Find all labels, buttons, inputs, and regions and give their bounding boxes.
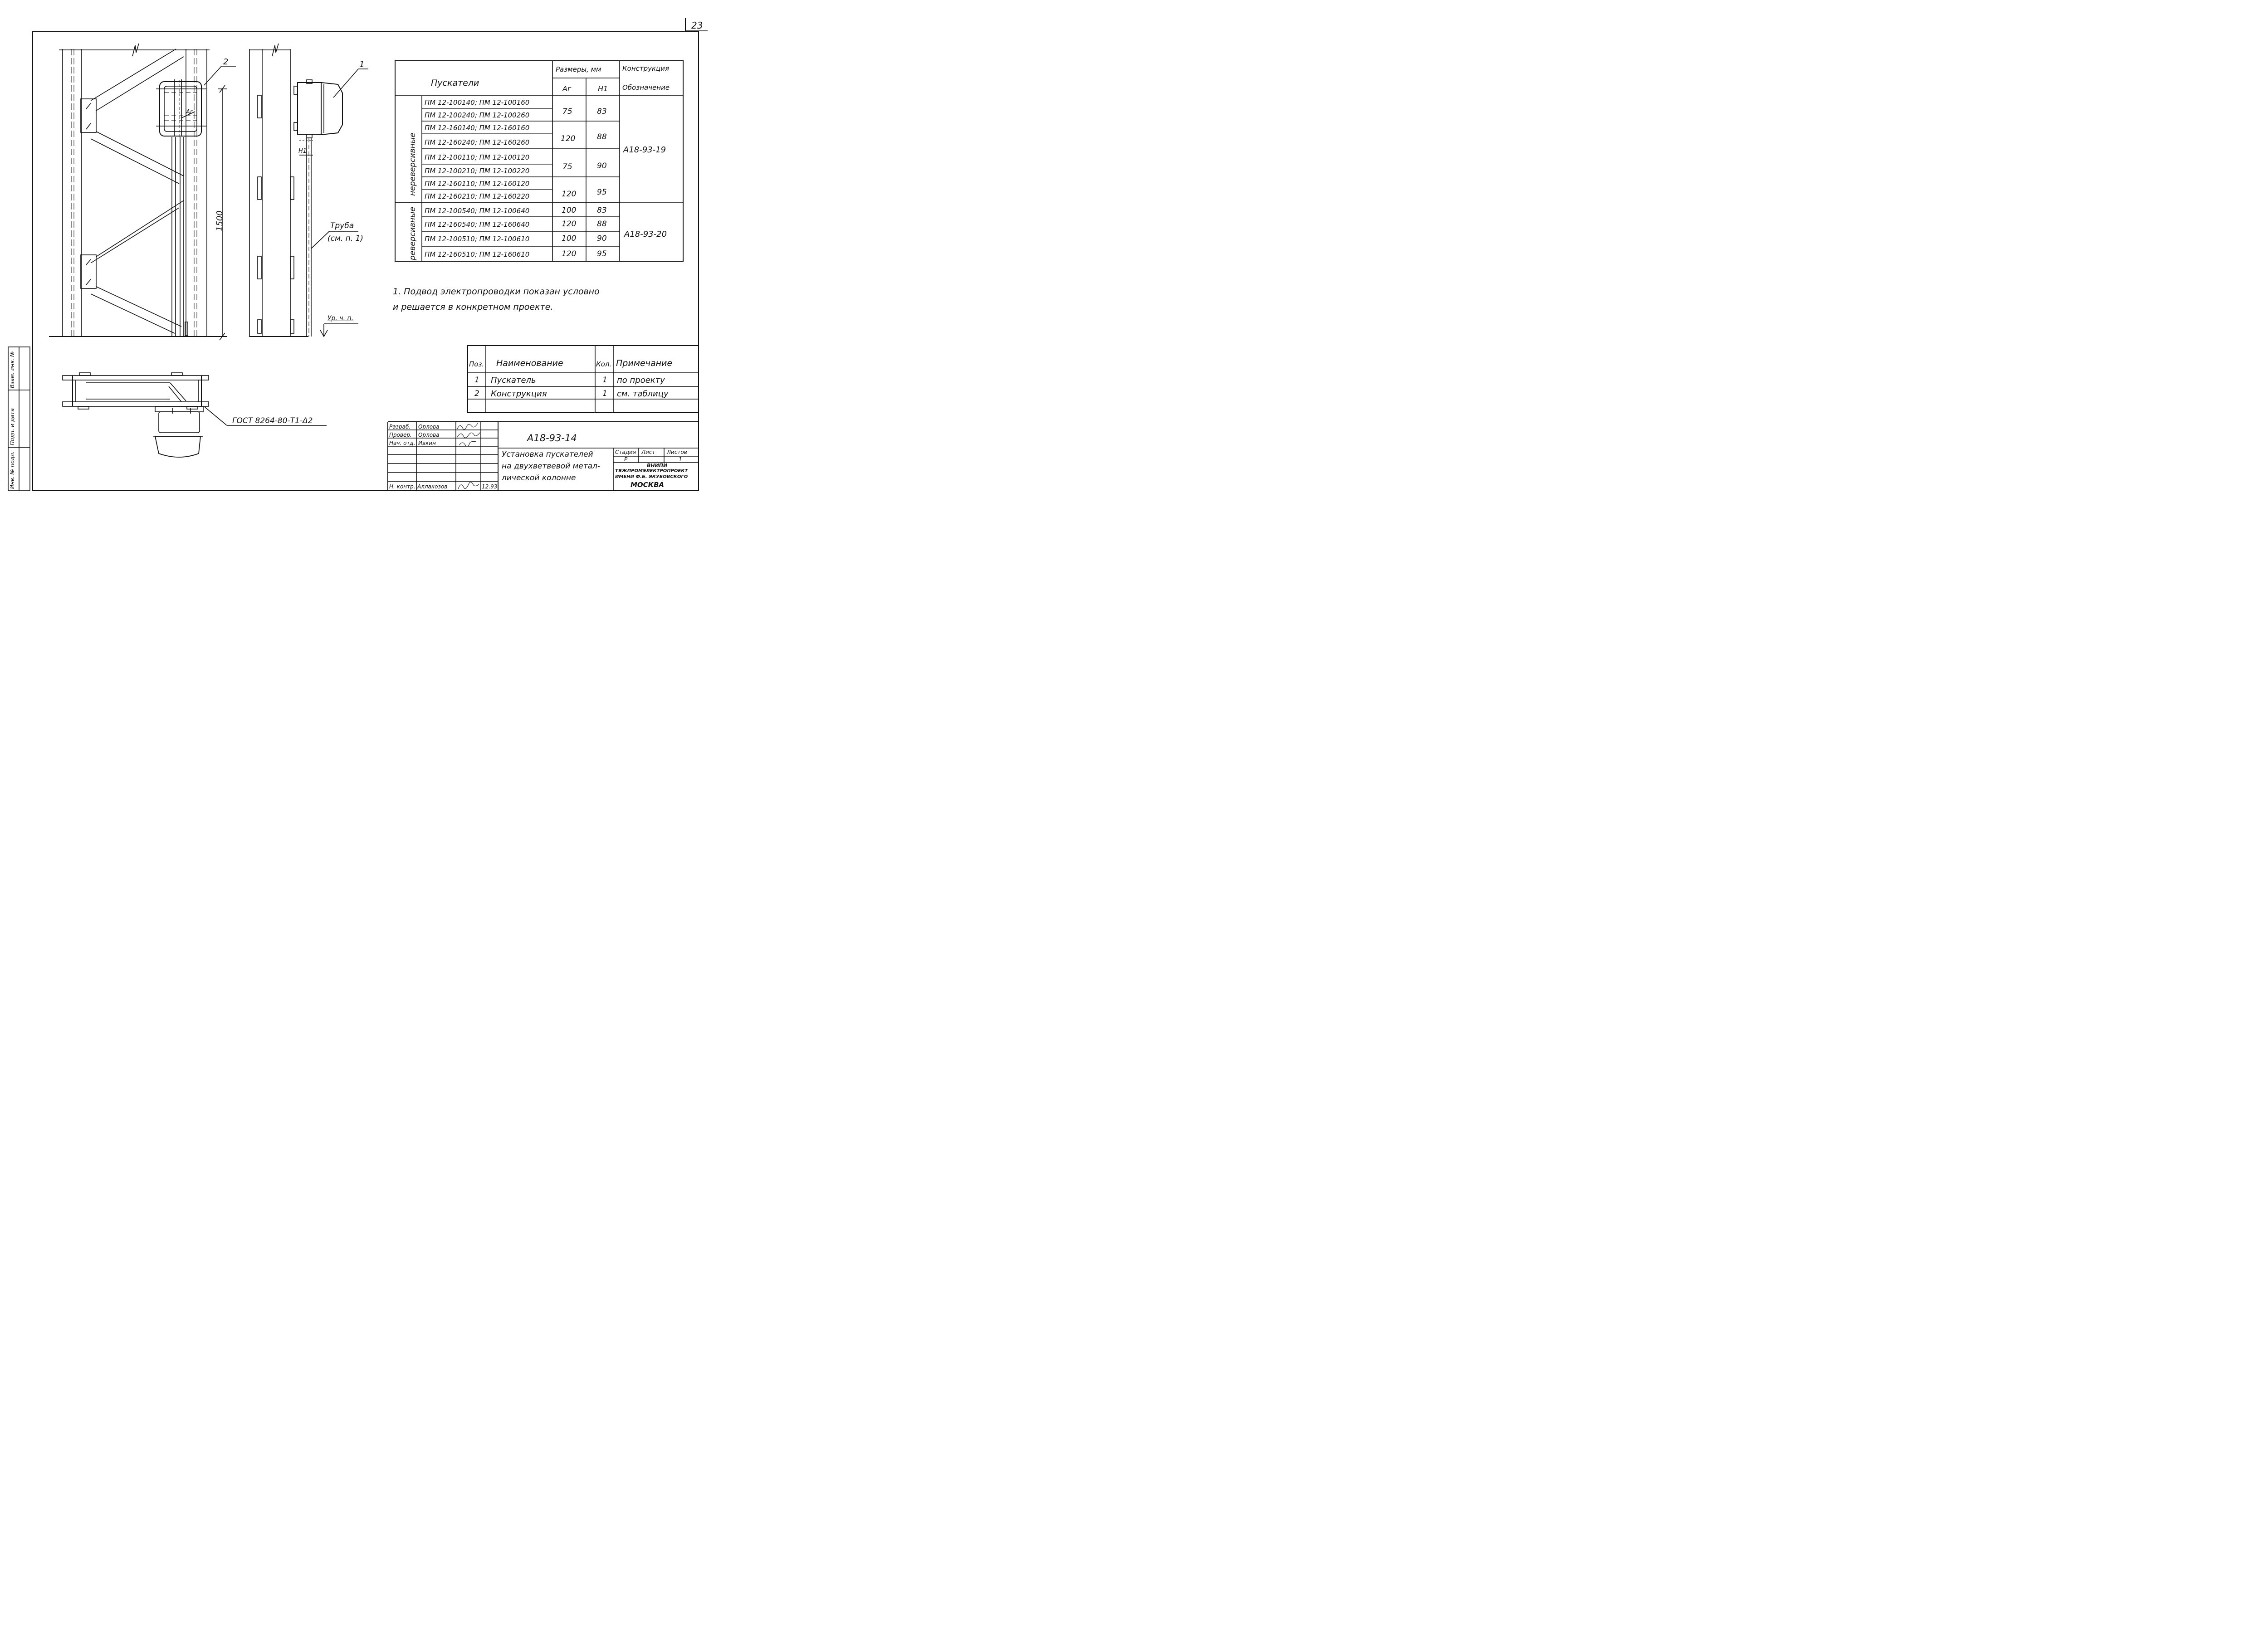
starter-row-8: ПМ 12-160210; ПМ 12-160220 [425,192,530,200]
header-h1: Н1 [598,84,608,93]
stamp-sign-date: Подп. и дата [9,408,15,445]
role-norm-control: Н. контр. [389,483,415,490]
spec-header-qty: Кол. [596,360,612,368]
dim-ag-5: 100 [562,206,577,215]
starter-row-1: ПМ 12-100140; ПМ 12-100160 [425,98,530,107]
starter-row-7: ПМ 12-160110; ПМ 12-160120 [425,180,530,188]
spec-header-pos: Поз. [469,360,484,368]
approval-date: 12.93 [482,483,498,490]
dim-ag-4: 120 [562,190,577,199]
dim-ag-6: 120 [562,219,577,229]
group-reversible: реверсивные [408,207,417,260]
org-line-2: ТЯЖПРОМЭЛЕКТРОПРОЕКТ [615,468,688,473]
spec-header-name: Наименование [496,358,563,368]
dim-h1-5: 83 [597,206,607,215]
spec-row-1-pos: 1 [474,376,479,385]
sheet-number: 23 [691,20,703,31]
note-line-2: и решается в конкретном проекте. [393,302,553,312]
role-checker: Провер. [389,432,412,438]
sheets-value: 1 [679,456,682,463]
title-line-3: лической колонне [502,473,576,483]
signatures [0,0,709,508]
starter-row-6: ПМ 12-100210; ПМ 12-100220 [425,167,530,175]
dim-ag-8: 120 [562,249,577,259]
designation-reversible: А18-93-20 [624,229,667,239]
stage-value: Р [624,456,628,463]
name-dept-head: Ивкин [418,440,436,446]
spec-header-note: Примечание [616,358,673,368]
header-designation: Обозначение [622,83,670,92]
org-line-3: ИМЕНИ Ф.Б. ЯКУБОВСКОГО [615,474,688,479]
callout-pos-1: 1 [359,60,365,69]
role-dept-head: Нач. отд. [389,440,415,446]
designation-nonreversible: А18-93-19 [623,145,666,155]
signature-dept-head [459,441,476,446]
height-dimension-label: 1500 [215,210,225,231]
header-starters: Пускатели [431,78,479,88]
starter-row-10: ПМ 12-160540; ПМ 12-160640 [425,220,530,229]
starter-row-2: ПМ 12-100240; ПМ 12-100260 [425,111,530,119]
starter-row-9: ПМ 12-100540; ПМ 12-100640 [425,207,530,215]
document-code: А18-93-14 [527,433,577,444]
signature-developer [457,423,478,429]
name-checker: Орлова [418,432,440,438]
starter-row-12: ПМ 12-160510; ПМ 12-160610 [425,250,530,259]
starter-row-3: ПМ 12-160140; ПМ 12-160160 [425,124,530,132]
sheets-header: Листов [667,449,687,455]
spec-row-2-name: Конструкция [491,389,547,399]
title-line-2: на двухветвевой метал- [502,462,601,471]
pipe-label: Труба [330,221,354,230]
spec-row-2-note: см. таблицу [617,389,669,399]
sheet-header: Лист [641,449,655,455]
note-line-1: 1. Подвод электропроводки показан условно [393,287,600,297]
stage-header: Стадия [615,449,636,455]
stamp-replacement-inv: Взам. инв. № [9,351,15,388]
header-dimensions: Размеры, мм [556,65,601,73]
spec-row-1-qty: 1 [602,376,607,385]
callout-pos-2: 2 [223,57,229,67]
name-developer: Орлова [418,424,440,430]
floor-level-mark: Ур. ч. п. [327,315,354,322]
header-design: Конструкция [622,64,670,73]
gost-label: ГОСТ 8264-80-Т1-Δ2 [232,416,313,425]
org-line-1: ВНИПИ [647,463,668,468]
signature-checker [457,433,480,438]
dim-ag-7: 100 [562,234,577,243]
spec-row-2-pos: 2 [474,389,479,398]
spec-row-2-qty: 1 [602,389,607,398]
starter-row-4: ПМ 12-160240; ПМ 12-160260 [425,138,530,146]
dim-ag-3: 75 [562,162,572,171]
spec-row-1-name: Пускатель [491,376,536,385]
signature-norm-control [458,482,479,489]
name-norm-control: Аллакозов [417,483,448,490]
role-developer: Разраб. [389,424,411,430]
dim-h1-6: 88 [597,219,607,229]
dim-h1-1: 83 [597,107,607,116]
org-line-4: МОСКВА [631,481,664,489]
dim-h1-7: 90 [597,234,607,243]
starter-row-5: ПМ 12-100110; ПМ 12-100120 [425,153,530,161]
dim-h1-4: 95 [597,188,607,197]
ag-dimension-label: Аг [186,109,193,116]
starter-row-11: ПМ 12-100510; ПМ 12-100610 [425,235,530,243]
pipe-reference: (см. п. 1) [327,234,363,243]
header-ag: Аг [562,84,572,93]
h1-dimension-label: Н1 [298,148,307,155]
spec-row-1-note: по проекту [617,376,665,385]
group-nonreversible: нереверсивные [408,132,417,196]
dim-h1-3: 90 [597,161,607,171]
stamp-inv-original: Инв. № подл. [9,451,15,489]
dim-h1-8: 95 [597,249,607,259]
title-line-1: Установка пускателей [502,450,593,459]
dim-ag-1: 75 [562,107,572,116]
dim-ag-2: 120 [561,134,576,143]
dim-h1-2: 88 [597,132,607,141]
